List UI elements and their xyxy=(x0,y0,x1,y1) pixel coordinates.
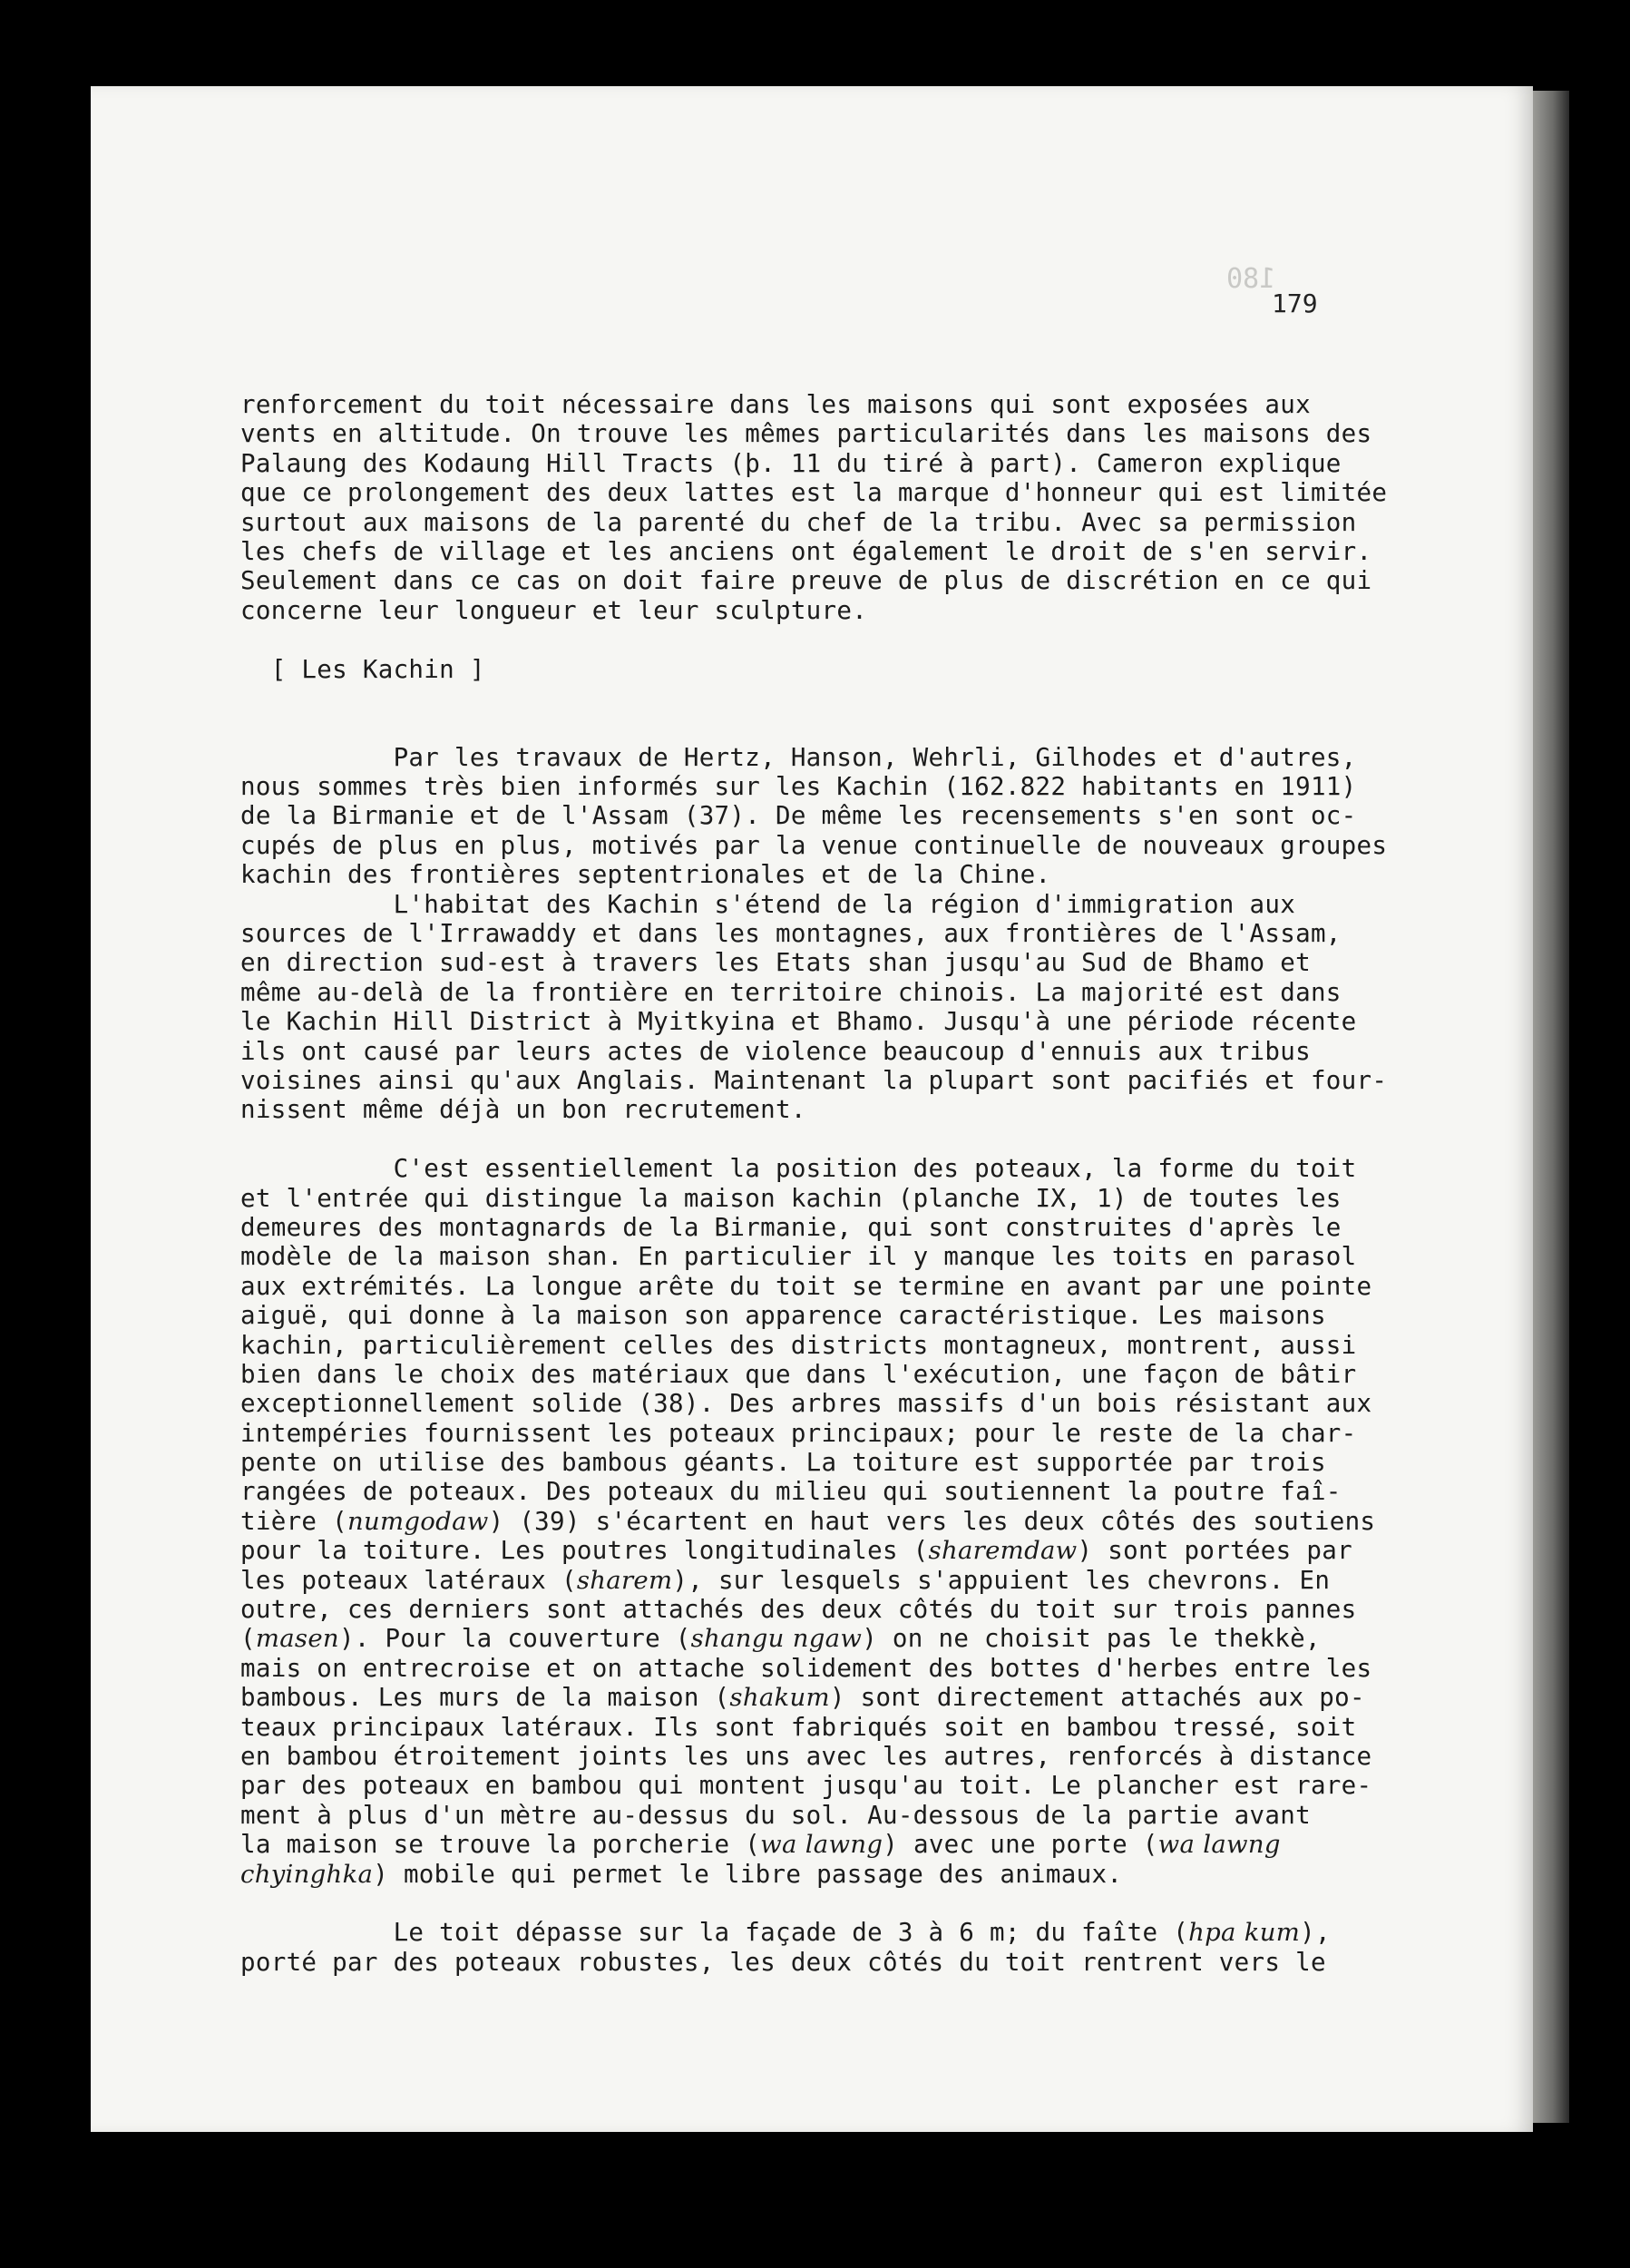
text-run: kachin des frontières septentrionales et de la Chine. xyxy=(240,860,1051,890)
text-line xyxy=(240,1683,1374,1712)
text-line xyxy=(240,1595,1374,1624)
text-run: C'est essentiellement la position des poteaux, la forme du toit xyxy=(240,1154,1357,1184)
text-line xyxy=(240,1801,1374,1830)
text-line xyxy=(240,1948,1374,1977)
text-line xyxy=(240,743,1374,772)
text-run: bien dans le choix des matériaux que dans l'exécution, une façon de bâtir xyxy=(240,1359,1357,1389)
text-line xyxy=(240,1566,1374,1595)
text-line xyxy=(240,1713,1374,1742)
text-run: bambous. Les murs de la maison ( xyxy=(240,1683,730,1713)
text-line xyxy=(240,1095,1374,1124)
text-run: nous sommes très bien informés sur les Kachin (162.822 habitants en 1911) xyxy=(240,772,1357,802)
text-run: ) (39) s'écartent en haut vers les deux côtés des soutiens xyxy=(488,1506,1376,1536)
text-run: ment à plus d'un mètre au-dessus du sol. Au-dessous de la partie avant xyxy=(240,1800,1311,1830)
paragraph-gap xyxy=(240,1889,1374,1918)
text-run: ) mobile qui permet le libre passage des animaux. xyxy=(373,1859,1123,1889)
italic-term: sharem xyxy=(576,1565,673,1595)
text-line xyxy=(240,860,1374,889)
text-line xyxy=(240,890,1374,919)
text-line xyxy=(240,1771,1374,1800)
text-run: Seulement dans ce cas on doit faire preuve de plus de discrétion en ce qui xyxy=(240,566,1372,596)
text-run: aux extrémités. La longue arête du toit se termine en avant par une pointe xyxy=(240,1271,1372,1301)
italic-term: chyinghka xyxy=(240,1859,374,1889)
text-run: sources de l'Irrawaddy et dans les montagnes, aux frontières de l'Assam, xyxy=(240,919,1342,949)
body-text xyxy=(240,390,1388,1977)
text-run: Palaung des Kodaung Hill Tracts (þ. 11 du tiré à part). Cameron explique xyxy=(240,448,1342,478)
italic-term: shakum xyxy=(729,1683,830,1713)
text-run: le Kachin Hill District à Myitkyina et Bhamo. Jusqu'à une période récente xyxy=(240,1007,1357,1037)
text-line xyxy=(240,1007,1374,1036)
text-run: demeures des montagnards de la Birmanie, qui sont construites d'après le xyxy=(240,1212,1342,1242)
text-line xyxy=(240,1065,1388,1095)
text-run: ( xyxy=(240,1624,256,1654)
text-run: les poteaux latéraux ( xyxy=(240,1565,577,1595)
text-line xyxy=(240,596,1374,625)
text-line xyxy=(240,1507,1374,1536)
text-line xyxy=(240,1654,1374,1683)
text-line xyxy=(240,1272,1374,1301)
page-number: 179 xyxy=(1272,288,1318,318)
paragraph-gap xyxy=(240,684,1374,713)
text-run: et l'entrée qui distingue la maison kachin (planche IX, 1) de toutes les xyxy=(240,1183,1342,1213)
text-run: [ Les Kachin ] xyxy=(240,654,485,684)
text-run: ) sont directement attachés aux po- xyxy=(829,1683,1365,1713)
text-line xyxy=(240,1860,1374,1889)
text-run: nissent même déjà un bon recrutement. xyxy=(240,1095,806,1125)
text-run: Le toit dépasse sur la façade de 3 à 6 m; du faîte ( xyxy=(240,1918,1189,1948)
text-line xyxy=(240,801,1374,830)
text-line xyxy=(240,1184,1374,1213)
text-run: pour la toiture. Les poutres longitudinales ( xyxy=(240,1536,929,1566)
italic-term: sharemdaw xyxy=(928,1536,1078,1566)
text-line xyxy=(240,772,1374,801)
text-run: vents en altitude. On trouve les mêmes particularités dans les maisons des xyxy=(240,419,1372,449)
text-run: exceptionnellement solide (38). Des arbres massifs d'un bois résistant aux xyxy=(240,1389,1372,1419)
text-line xyxy=(240,1213,1374,1242)
text-run: concerne leur longueur et leur sculpture. xyxy=(240,595,868,625)
text-line xyxy=(240,1448,1374,1477)
text-run: modèle de la maison shan. En particulier il y manque les toits en parasol xyxy=(240,1242,1357,1272)
italic-term: numgodaw xyxy=(347,1506,489,1536)
text-run: ) on ne choisit pas le thekkè, xyxy=(862,1624,1321,1654)
text-line xyxy=(240,1742,1374,1771)
text-line xyxy=(240,1360,1374,1389)
text-run: porté par des poteaux robustes, les deux côtés du toit rentrent vers le xyxy=(240,1947,1326,1977)
text-line xyxy=(240,537,1374,566)
text-run: pente on utilise des bambous géants. La toiture est supportée par trois xyxy=(240,1448,1326,1478)
paragraph-gap xyxy=(240,713,1374,742)
text-run: rangées de poteaux. Des poteaux du milieu qui soutiennent la poutre faî- xyxy=(240,1477,1342,1507)
text-line xyxy=(240,1037,1374,1066)
text-run: ils ont causé par leurs actes de violence beaucoup d'ennuis aux tribus xyxy=(240,1036,1311,1066)
text-run: ) sont portées par xyxy=(1077,1536,1352,1566)
show-through-page-number: 180 xyxy=(1226,263,1276,295)
italic-term: wa lawng xyxy=(1157,1830,1281,1860)
text-run: ) avec une porte ( xyxy=(883,1830,1158,1860)
text-run: en bambou étroitement joints les uns avec les autres, renforcés à distance xyxy=(240,1741,1372,1771)
text-run: kachin, particulièrement celles des districts montagneux, montrent, aussi xyxy=(240,1330,1357,1360)
text-line xyxy=(240,919,1374,948)
text-line xyxy=(240,1918,1374,1947)
paragraph-gap xyxy=(240,1125,1374,1154)
text-line xyxy=(240,1477,1374,1506)
text-run: ), xyxy=(1300,1918,1331,1948)
text-line xyxy=(240,1419,1374,1448)
text-run: que ce prolongement des deux lattes est la marque d'honneur qui est limitée xyxy=(240,478,1388,508)
text-run: la maison se trouve la porcherie ( xyxy=(240,1830,761,1860)
italic-term: shangu ngaw xyxy=(690,1624,863,1654)
text-run: L'habitat des Kachin s'étend de la région d'immigration aux xyxy=(240,889,1296,919)
text-run: aiguë, qui donne à la maison son apparence caractéristique. Les maisons xyxy=(240,1301,1326,1331)
text-line xyxy=(240,1242,1374,1271)
text-line xyxy=(240,1389,1374,1418)
text-line xyxy=(240,478,1388,508)
text-run: intempéries fournissent les poteaux principaux; pour le reste de la char- xyxy=(240,1418,1357,1448)
text-line xyxy=(240,1624,1374,1653)
text-run: par des poteaux en bambou qui montent jusqu'au toit. Le plancher est rare- xyxy=(240,1771,1372,1801)
text-line xyxy=(240,978,1374,1007)
italic-term: masen xyxy=(255,1624,339,1654)
text-run: ). Pour la couverture ( xyxy=(338,1624,691,1654)
text-run: en direction sud-est à travers les Etats shan jusqu'au Sud de Bhamo et xyxy=(240,948,1311,978)
paragraph-gap xyxy=(240,625,1374,654)
text-run: même au-delà de la frontière en territoire chinois. La majorité est dans xyxy=(240,977,1342,1007)
italic-term: wa lawng xyxy=(760,1830,883,1860)
text-run: les chefs de village et les anciens ont également le droit de s'en servir. xyxy=(240,536,1372,566)
text-run: renforcement du toit nécessaire dans les maisons qui sont exposées aux xyxy=(240,390,1311,419)
text-line xyxy=(240,948,1374,977)
text-run: mais on entrecroise et on attache solidement des bottes d'herbes entre les xyxy=(240,1653,1372,1683)
text-line xyxy=(240,1301,1374,1330)
text-line xyxy=(240,1331,1374,1360)
text-line xyxy=(240,449,1374,478)
text-line xyxy=(240,1536,1374,1565)
section-heading xyxy=(240,655,1374,684)
text-run: tière ( xyxy=(240,1506,347,1536)
text-line xyxy=(240,390,1374,419)
text-run: cupés de plus en plus, motivés par la venue continuelle de nouveaux groupes xyxy=(240,830,1388,860)
text-run: voisines ainsi qu'aux Anglais. Maintenant la plupart sont pacifiés et four- xyxy=(240,1065,1388,1095)
text-line xyxy=(240,566,1374,595)
text-run: de la Birmanie et de l'Assam (37). De même les recensements s'en sont oc- xyxy=(240,801,1357,831)
text-line xyxy=(240,1154,1374,1183)
text-line xyxy=(240,1830,1374,1859)
text-run: Par les travaux de Hertz, Hanson, Wehrli, Gilhodes et d'autres, xyxy=(240,742,1357,772)
text-run: teaux principaux latéraux. Ils sont fabriqués soit en bambou tressé, soit xyxy=(240,1712,1357,1742)
text-run: surtout aux maisons de la parenté du chef de la tribu. Avec sa permission xyxy=(240,507,1357,537)
text-line xyxy=(240,830,1388,860)
text-line xyxy=(240,508,1374,537)
text-line xyxy=(240,419,1374,448)
italic-term: hpa kum xyxy=(1188,1918,1301,1948)
text-run: outre, ces derniers sont attachés des deux côtés du toit sur trois pannes xyxy=(240,1595,1357,1625)
text-run: ), sur lesquels s'appuient les chevrons. En xyxy=(672,1565,1331,1595)
